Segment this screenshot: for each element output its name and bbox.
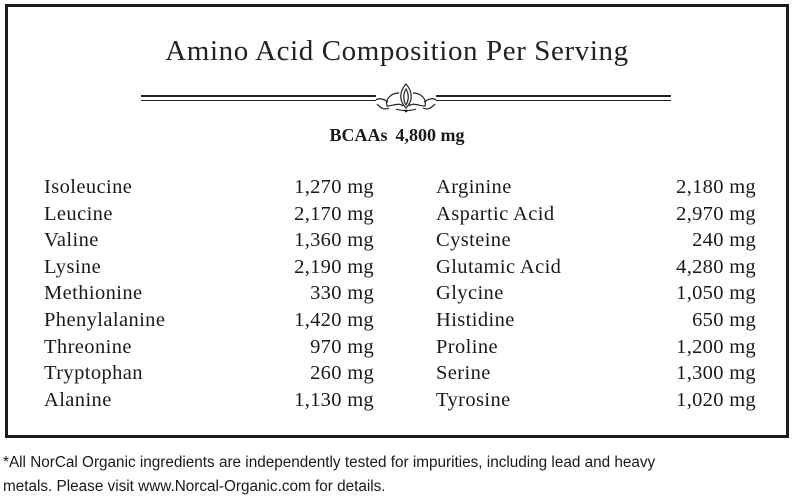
amino-name: Phenylalanine (44, 308, 166, 331)
amino-row (436, 360, 756, 387)
bcaa-value: 4,800 mg (395, 125, 465, 145)
amino-amount: 2,970 mg (676, 202, 756, 225)
panel-title: Amino Acid Composition Per Serving (165, 35, 629, 67)
amino-amount: 1,050 mg (676, 282, 756, 305)
amino-name: Histidine (436, 308, 515, 331)
amino-name: Cysteine (436, 229, 511, 252)
amino-amount: 1,300 mg (676, 362, 756, 385)
amino-row (44, 280, 374, 307)
amino-name: Tryptophan (44, 362, 143, 385)
amino-name: Threonine (44, 335, 132, 358)
amino-row (44, 227, 374, 254)
amino-row (436, 307, 756, 334)
amino-row (436, 254, 756, 281)
amino-row (436, 334, 756, 361)
amino-row (436, 227, 756, 254)
amino-row (436, 280, 756, 307)
amino-name: Isoleucine (44, 176, 133, 198)
footnote-line-2: metals. Please visit www.Norcal-Organic.com for details. (3, 478, 386, 495)
amino-name: Aspartic Acid (436, 202, 555, 225)
amino-name: Glutamic Acid (436, 255, 562, 278)
amino-amount: 1,360 mg (294, 229, 374, 252)
amino-list-right (436, 174, 756, 413)
amino-acid-panel (5, 4, 789, 438)
amino-amount: 330 mg (310, 282, 374, 305)
amino-amount: 1,270 mg (294, 176, 374, 198)
amino-amount: 1,200 mg (676, 335, 756, 358)
bcaa-label: BCAAs (329, 125, 388, 145)
amino-name: Tyrosine (436, 388, 511, 411)
bcaa-summary (8, 125, 786, 146)
amino-amount: 650 mg (692, 308, 756, 331)
amino-row (44, 387, 374, 414)
amino-name: Glycine (436, 282, 504, 305)
amino-row (436, 387, 756, 414)
amino-amount: 2,180 mg (676, 176, 756, 198)
amino-list-left (44, 174, 374, 413)
footnote (3, 451, 798, 499)
amino-row (44, 307, 374, 334)
amino-row (44, 254, 374, 281)
amino-name: Arginine (436, 176, 512, 198)
amino-amount: 970 mg (310, 335, 374, 358)
amino-row (44, 201, 374, 228)
amino-amount: 2,170 mg (294, 202, 374, 225)
amino-name: Valine (44, 229, 99, 252)
amino-row (44, 360, 374, 387)
amino-amount: 240 mg (692, 229, 756, 252)
amino-row (436, 201, 756, 228)
amino-name: Serine (436, 362, 491, 385)
amino-amount: 1,020 mg (676, 388, 756, 411)
amino-amount: 1,130 mg (294, 388, 374, 411)
amino-amount: 1,420 mg (294, 308, 374, 331)
amino-name: Leucine (44, 202, 113, 225)
amino-row (436, 174, 756, 201)
amino-amount: 260 mg (310, 362, 374, 385)
amino-amount: 4,280 mg (676, 255, 756, 278)
amino-name: Lysine (44, 255, 102, 278)
amino-name: Proline (436, 335, 499, 358)
lotus-divider-icon (141, 79, 671, 115)
amino-row (44, 174, 374, 201)
footnote-line-1: *All NorCal Organic ingredients are independently tested for impurities, including lead and heavy (3, 454, 656, 471)
amino-row (44, 334, 374, 361)
amino-name: Methionine (44, 282, 143, 305)
amino-amount: 2,190 mg (294, 255, 374, 278)
amino-name: Alanine (44, 388, 112, 411)
